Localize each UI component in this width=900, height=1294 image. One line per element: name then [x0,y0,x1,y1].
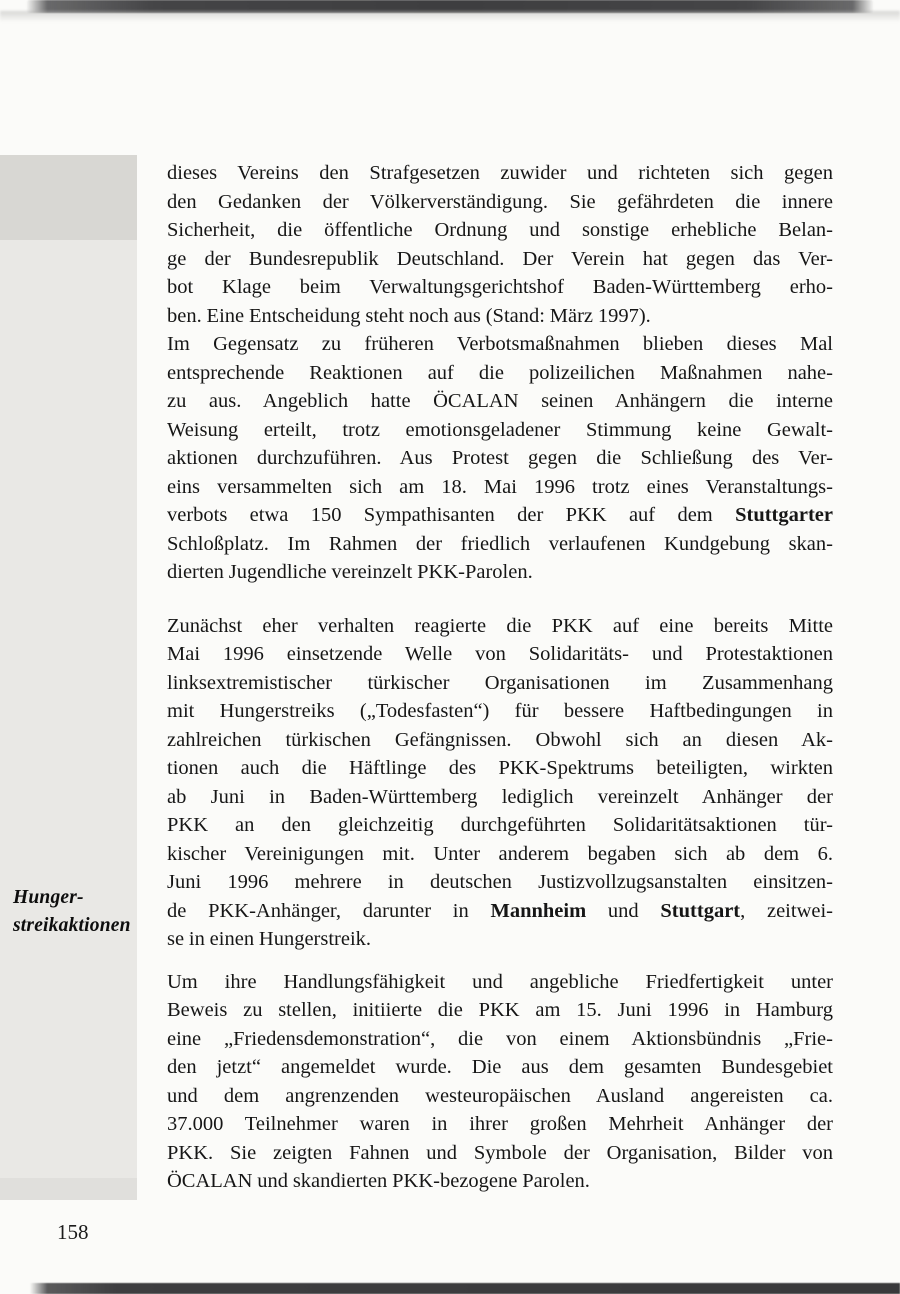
text-line: kischer Vereinigungen mit. Unter anderem begaben sich ab dem 6. [167,842,833,865]
margin-note-line-2: streikaktionen [13,915,131,936]
text-line: zahlreichen türkischen Gefängnissen. Obwohl sich an diesen Ak- [167,728,833,751]
body-text-column [167,159,833,1196]
margin-note-hungerstreikaktionen [13,884,145,940]
text-line: zu aus. Angeblich hatte ÖCALAN seinen Anhängern die interne [167,390,833,412]
text-line: 37.000 Teilnehmer waren in ihrer großen Mehrheit Anhänger der [167,1113,833,1135]
page-number: 158 [57,1220,89,1244]
text-line: Mai 1996 einsetzende Welle von Solidaritäts- und Protestaktionen [167,643,833,665]
margin-note-line-1: Hunger- [13,887,84,908]
text-line: entsprechende Reaktionen auf die polizeilichen Maßnahmen nahe- [167,361,833,384]
text-line: eine „Friedensdemonstration“, die von einem Aktionsbündnis „Frie- [167,1027,833,1050]
paragraph-friedensdemonstration [167,968,833,1196]
paragraph-vereinsverbot [167,159,833,587]
text-line: tionen auch die Häftlinge des PKK-Spektrums beteiligten, wirkten [167,757,833,779]
sidebar-top-block [0,155,137,240]
paragraph-solidaritaetsaktionen [167,612,833,954]
margin-sidebar-strip [0,155,137,1200]
text-line: und dem angrenzenden westeuropäischen Ausland angereisten ca. [167,1084,833,1107]
text-line: verbots etwa 150 Sympathisanten der PKK auf dem Stuttgarter [167,504,833,526]
text-line: eins versammelten sich am 18. Mai 1996 trotz eines Veranstaltungs- [167,475,833,498]
text-line: Beweis zu stellen, initiierte die PKK am 15. Juni 1996 in Hamburg [167,999,833,1021]
scan-artifact-top-shadow [0,11,900,22]
text-line: PKK an den gleichzeitig durchgeführten Solidaritätsaktionen tür- [167,814,833,836]
text-line: den Gedanken der Völkerverständigung. Sie gefährdeten die innere [167,190,833,213]
text-line: linksextremistischer türkischer Organisationen im Zusammenhang [167,671,833,694]
scan-artifact-bottom-bar [30,1283,900,1294]
text-line: Juni 1996 mehrere in deutschen Justizvollzugsanstalten einsitzen- [167,871,833,893]
text-line: Im Gegensatz zu früheren Verbotsmaßnahmen blieben dieses Mal [167,333,833,355]
text-line: aktionen durchzuführen. Aus Protest gegen die Schließung des Ver- [167,447,833,469]
text-line: den jetzt“ angemeldet wurde. Die aus dem gesamten Bundesgebiet [167,1056,833,1078]
text-line: dieses Vereins den Strafgesetzen zuwider und richteten sich gegen [167,162,833,184]
text-line: ge der Bundesrepublik Deutschland. Der Verein hat gegen das Ver- [167,247,833,270]
text-line: Sicherheit, die öffentliche Ordnung und sonstige erhebliche Belan- [167,219,833,241]
text-line: de PKK-Anhänger, darunter in Mannheim und Stuttgart, zeitwei- [167,899,833,922]
text-line: Schloßplatz. Im Rahmen der friedlich verlaufenen Kundgebung skan- [167,532,833,555]
text-line: Weisung erteilt, trotz emotionsgeladener Stimmung keine Gewalt- [167,418,833,441]
text-line: Um ihre Handlungsfähigkeit und angebliche Friedfertigkeit unter [167,970,833,993]
text-line: PKK. Sie zeigten Fahnen und Symbole der Organisation, Bilder von [167,1141,833,1164]
text-line: mit Hungerstreiks („Todesfasten“) für bessere Haftbedingungen in [167,700,833,722]
text-line: Zunächst eher verhalten reagierte die PKK auf eine bereits Mitte [167,614,833,637]
text-line: ben. Eine Entscheidung steht noch aus (Stand: März 1997). [167,304,651,327]
text-line: se in einen Hungerstreik. [167,928,372,950]
text-line: ab Juni in Baden-Württemberg lediglich vereinzelt Anhänger der [167,785,833,808]
text-line: dierten Jugendliche vereinzelt PKK-Parolen. [167,561,533,583]
text-line: ÖCALAN und skandierten PKK-bezogene Parolen. [167,1170,590,1192]
sidebar-bottom-band [0,1178,137,1200]
text-line: bot Klage beim Verwaltungsgerichtshof Baden-Württemberg erho- [167,276,833,298]
